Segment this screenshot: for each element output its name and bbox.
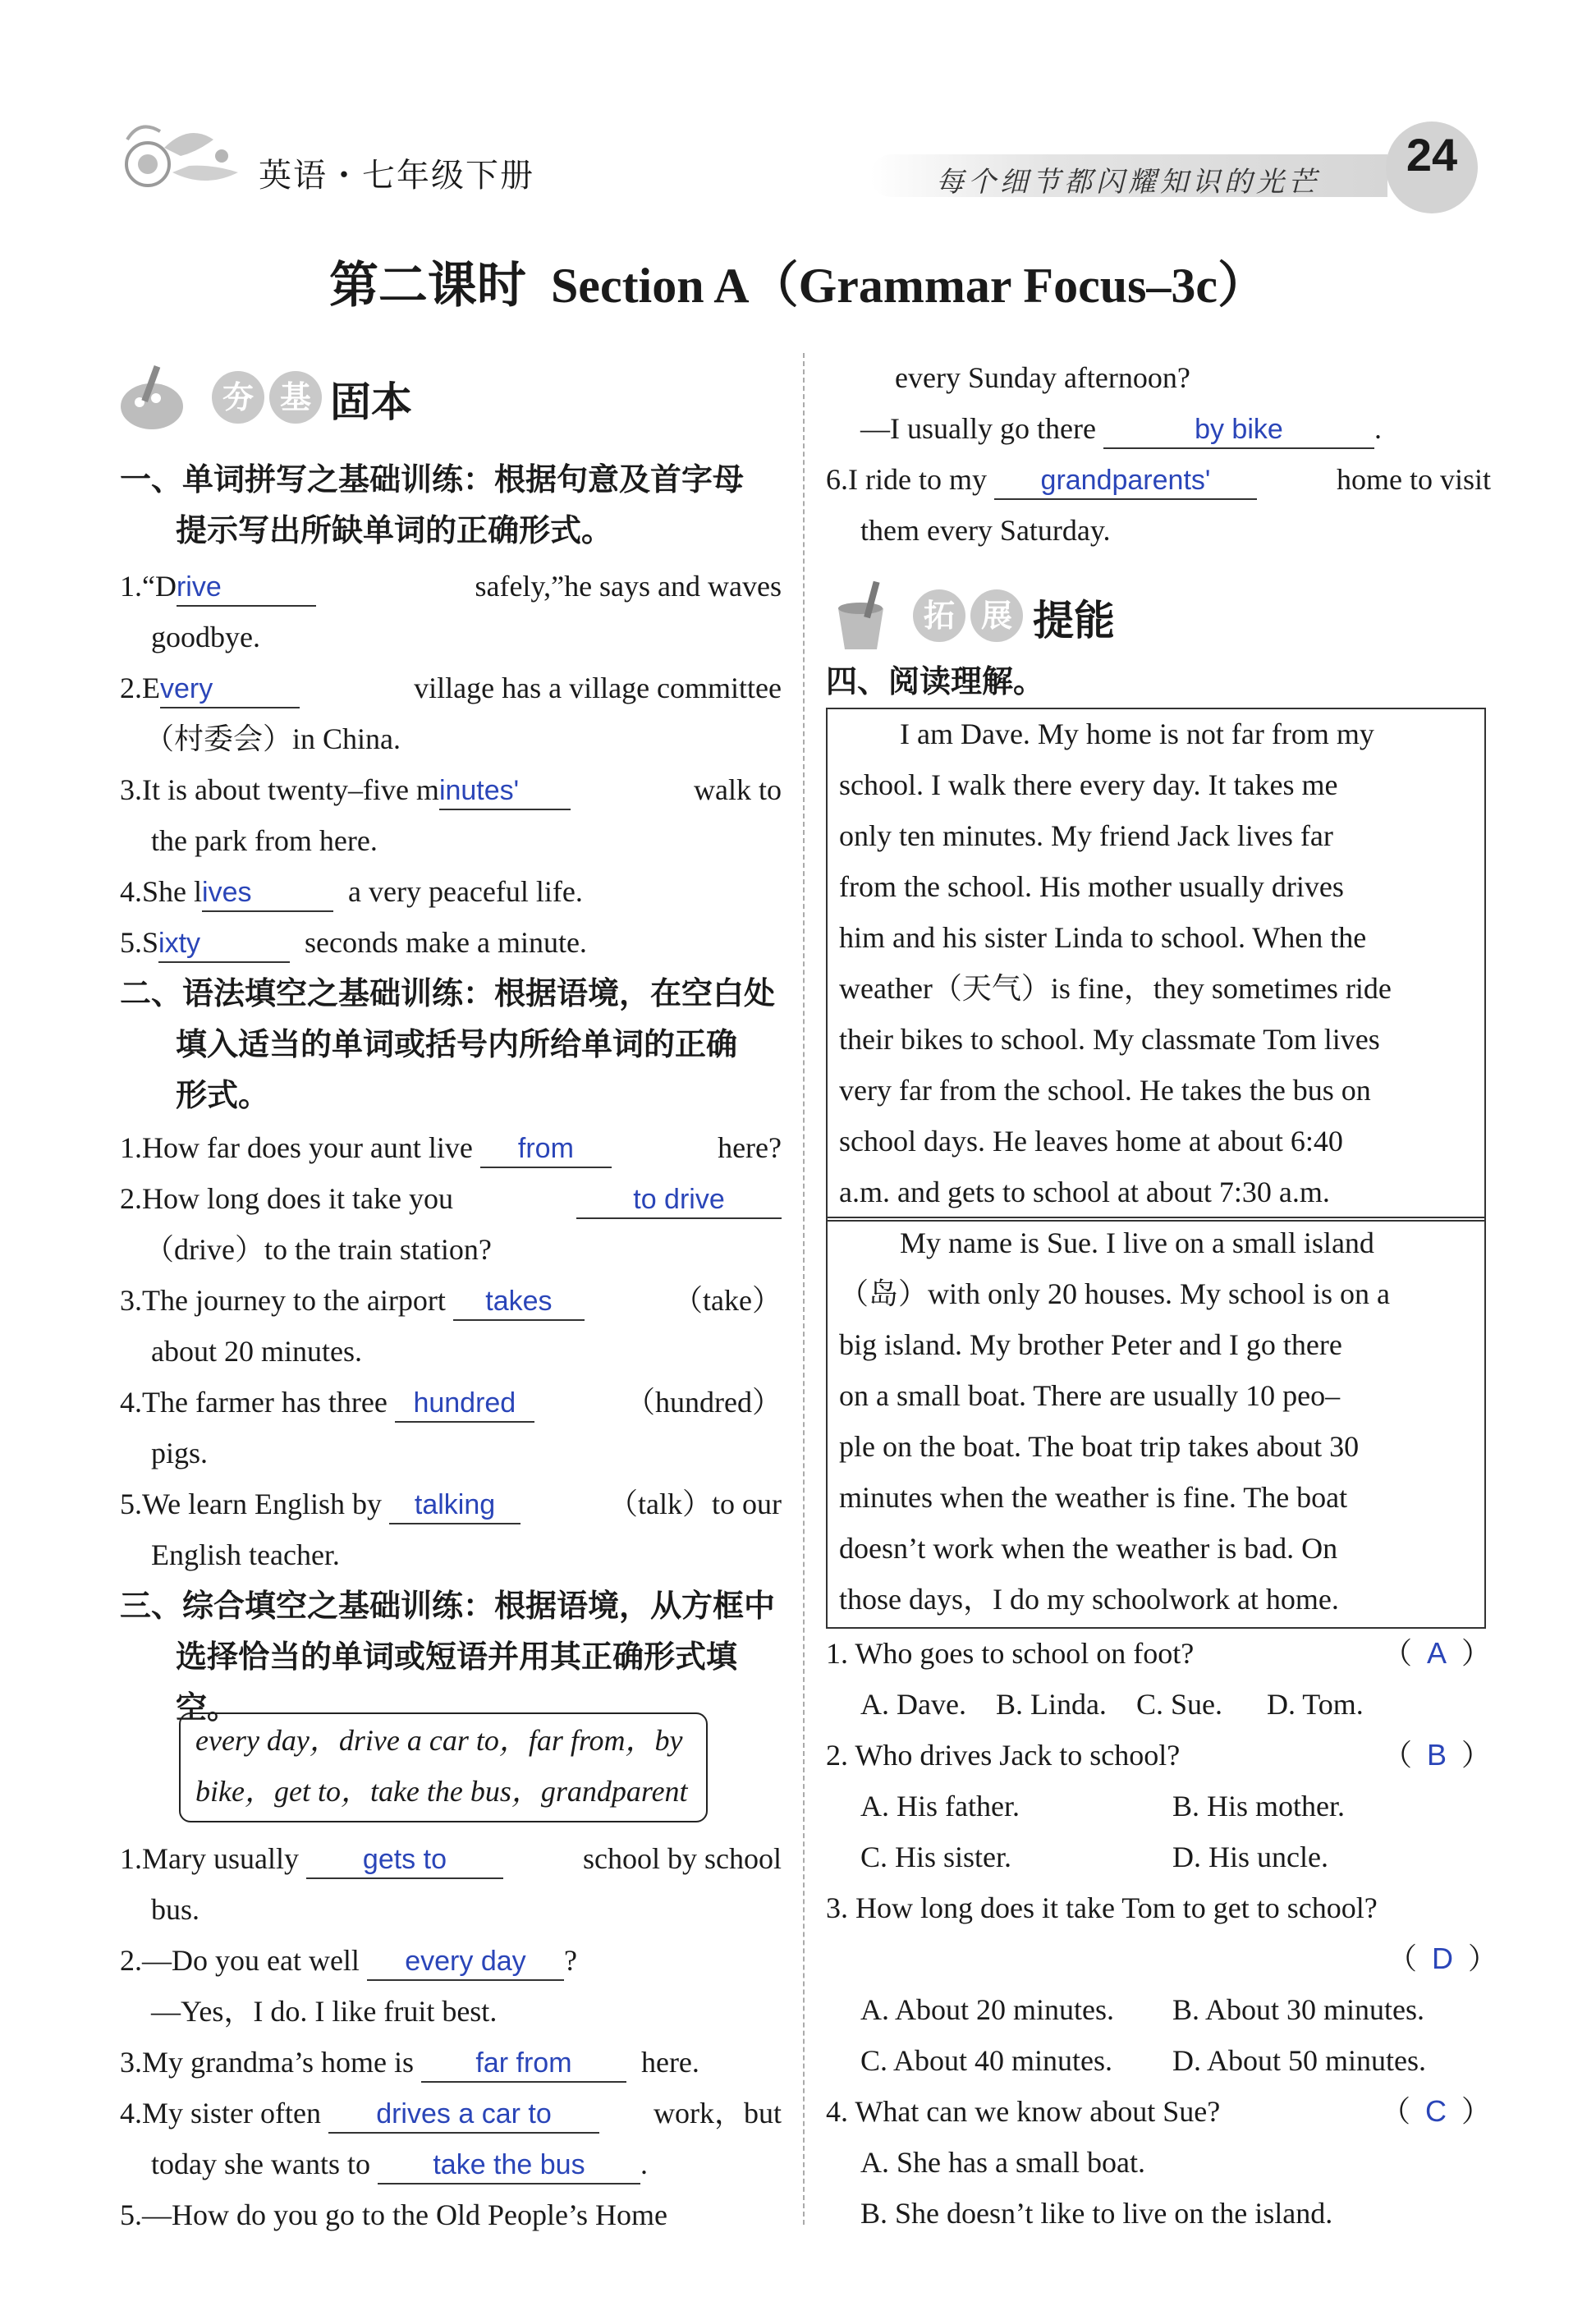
q-text: here. — [640, 2046, 699, 2079]
passage-line: those days，I do my schoolwork at home. — [839, 1583, 1339, 1616]
p2-question-2 — [120, 1181, 782, 1219]
q-text: —How do you go to the Old People’s Home — [142, 2198, 667, 2231]
answer-blank[interactable] — [1103, 410, 1374, 449]
reading-q3-option-d[interactable]: D. About 50 minutes. — [1172, 2044, 1427, 2077]
reading-q2-option-b[interactable]: B. His mother. — [1172, 1790, 1346, 1822]
answer-text: far from — [475, 2047, 572, 2079]
page-number: 24 — [1406, 129, 1458, 181]
q-number: 1. — [120, 570, 142, 603]
answer-blank[interactable] — [160, 670, 300, 708]
answer-blank[interactable] — [202, 873, 333, 912]
q-text: How far does your aunt live — [142, 1131, 473, 1164]
q-number: 3. — [120, 773, 142, 806]
q-text: village has a village committee — [414, 672, 782, 704]
q-text: home to visit — [1337, 463, 1491, 496]
p3-question-1-cont: bus. — [151, 1893, 200, 1926]
p3-question-4 — [120, 2095, 782, 2134]
part3-heading: 三、综合填空之基础训练：根据语境，从方框中 — [120, 1588, 776, 1624]
part2-heading-cont: 填入适当的单词或括号内所给单词的正确 — [176, 1026, 738, 1062]
palette-icon — [115, 361, 189, 435]
answer-blank[interactable] — [306, 1841, 503, 1879]
p1-question-1 — [120, 568, 782, 607]
passage-line: their bikes to school. My classmate Tom lives — [839, 1023, 1380, 1056]
q-text: a very peaceful life. — [348, 875, 583, 908]
answer-text: every day — [405, 1946, 526, 1977]
p2-question-3 — [120, 1282, 782, 1321]
section-badge-extend — [826, 580, 1171, 653]
answer-blank[interactable] — [328, 2095, 599, 2134]
q-number: 5. — [120, 2198, 142, 2231]
answer-text: take the bus — [433, 2149, 585, 2180]
q-number: 2. — [120, 1944, 142, 1977]
q-text: （talk）to our — [608, 1488, 782, 1520]
q-number: 5. — [120, 1488, 142, 1520]
q-number: 6. — [826, 463, 848, 496]
part1-heading-cont: 提示写出所缺单词的正确形式。 — [176, 512, 613, 548]
paint-bucket-icon — [826, 580, 900, 653]
answer-text: rive — [176, 571, 222, 603]
lesson-title — [0, 246, 1596, 317]
answer-paren[interactable]: （ C ） — [1380, 2094, 1491, 2128]
reading-q2-option-c[interactable]: C. His sister. — [860, 1841, 1012, 1873]
reading-passage-2 — [826, 1217, 1486, 1629]
p3-question-3 — [120, 2044, 699, 2083]
p1-question-1-cont: goodbye. — [151, 621, 260, 653]
answer-blank[interactable] — [389, 1486, 521, 1524]
q-text: My grandma’s home is — [142, 2046, 414, 2079]
answer-text: by bike — [1195, 414, 1283, 445]
p3-question-2 — [120, 1942, 577, 1981]
q-text: . — [640, 2148, 648, 2180]
q-text: 4. What can we know about Sue? — [826, 2095, 1221, 2128]
p3-question-4-cont — [151, 2146, 648, 2185]
passage-line: minutes when the weather is fine. The boat — [839, 1481, 1348, 1514]
word-bank-box — [179, 1712, 708, 1822]
badge-char-1: 夯 — [212, 371, 264, 424]
answer-text: C — [1424, 2094, 1447, 2128]
answer-text: ives — [202, 877, 252, 908]
q-text: （take） — [673, 1284, 782, 1317]
q-text: The farmer has three — [142, 1386, 388, 1419]
answer-blank[interactable] — [453, 1282, 585, 1321]
option[interactable]: D. Tom. — [1266, 1688, 1364, 1721]
p3-question-6 — [826, 461, 1491, 500]
p1-question-5 — [120, 924, 587, 963]
option[interactable]: B. Linda. — [995, 1688, 1107, 1721]
passage-line: only ten minutes. My friend Jack lives far — [839, 819, 1333, 852]
q-text: It is about twenty–five m — [142, 773, 439, 806]
reading-question-4 — [826, 2093, 1491, 2129]
q-text: （hundred） — [626, 1386, 782, 1419]
q-text: S — [142, 926, 159, 959]
passage-line: school. I walk there every day. It takes me — [839, 768, 1338, 801]
reading-question-2 — [826, 1737, 1491, 1773]
answer-text: very — [160, 673, 213, 704]
badge-char-2: 展 — [970, 589, 1023, 642]
p2-question-4-cont: pigs. — [151, 1437, 209, 1469]
p3-question-5 — [120, 2197, 667, 2233]
q-text: She l — [142, 875, 203, 908]
q-text: ? — [563, 1944, 577, 1977]
badge-label: 提能 — [1033, 597, 1115, 644]
floral-ornament-icon — [115, 115, 255, 205]
answer-blank[interactable] — [395, 1384, 534, 1423]
q-number: 1. — [120, 1842, 142, 1875]
q-text: 1. Who goes to school on foot? — [826, 1637, 1195, 1670]
answer-paren[interactable]: （ A ） — [1382, 1636, 1491, 1670]
answer-text: ixty — [158, 928, 201, 959]
p2-question-4 — [120, 1384, 782, 1423]
lesson-title-en: Section A（Grammar Focus–3c） — [550, 259, 1268, 313]
reading-q4-option-a[interactable]: A. She has a small boat. — [860, 2146, 1145, 2179]
passage-line: very far from the school. He takes the bus on — [839, 1074, 1371, 1107]
p3-question-6-cont: them every Saturday. — [860, 514, 1111, 547]
passage-line: My name is Sue. I live on a small island — [900, 1226, 1374, 1259]
p1-question-4 — [120, 873, 583, 912]
p3-question-5-cont2 — [860, 410, 1382, 449]
answer-text: drives a car to — [376, 2098, 552, 2129]
passage-line: ple on the boat. The boat trip takes about 30 — [839, 1430, 1360, 1463]
q-number: 5. — [120, 926, 142, 959]
q-text: E — [142, 672, 160, 704]
reading-q1-options — [860, 1686, 1364, 1722]
section-badge-basic — [115, 361, 443, 435]
p2-question-5-cont: English teacher. — [151, 1538, 340, 1571]
q-text: We learn English by — [142, 1488, 383, 1520]
q-text: —I usually go there — [860, 412, 1096, 445]
answer-text: talking — [414, 1489, 496, 1520]
part3-heading-cont: 选择恰当的单词或短语并用其正确形式填 — [176, 1639, 738, 1675]
badge-label: 固本 — [330, 378, 412, 426]
answer-text: A — [1426, 1636, 1447, 1670]
reading-question-1 — [826, 1635, 1491, 1671]
answer-blank[interactable] — [576, 1181, 782, 1219]
p1-question-2 — [120, 670, 782, 708]
answer-text: gets to — [362, 1844, 447, 1875]
q-text: Mary usually — [142, 1842, 299, 1875]
passage-line: him and his sister Linda to school. When the — [839, 921, 1367, 954]
badge-char-1: 拓 — [913, 589, 965, 642]
part4-heading: 四、阅读理解。 — [826, 663, 1045, 699]
q-text: My sister often — [142, 2097, 321, 2129]
answer-blank[interactable] — [480, 1130, 612, 1168]
q-number: 2. — [120, 1182, 142, 1215]
reading-q2-option-a[interactable]: A. His father. — [860, 1790, 1020, 1822]
p3-question-5-cont: every Sunday afternoon? — [895, 361, 1190, 394]
answer-blank[interactable] — [378, 2146, 640, 2185]
reading-passage-1 — [826, 708, 1486, 1222]
q-number: 1. — [120, 1131, 142, 1164]
p2-question-1 — [120, 1130, 782, 1168]
answer-blank[interactable] — [439, 772, 571, 810]
reading-q3-option-c[interactable]: C. About 40 minutes. — [860, 2044, 1113, 2077]
answer-paren[interactable]: （ B ） — [1382, 1738, 1491, 1772]
part3-heading-cont2: 空。 — [176, 1689, 239, 1726]
passage-line: doesn’t work when the weather is bad. On — [839, 1532, 1338, 1565]
answer-text: B — [1426, 1738, 1447, 1772]
lesson-title-cn: 第二课时 — [328, 257, 526, 314]
q-text: —Do you eat well — [142, 1944, 360, 1977]
q-text: seconds make a minute. — [305, 926, 587, 959]
q-text: . — [1374, 412, 1382, 445]
answer-text: to drive — [633, 1184, 725, 1215]
q-text: walk to — [694, 773, 782, 806]
passage-line: （岛）with only 20 houses. My school is on a — [839, 1277, 1390, 1310]
q-text: here? — [718, 1131, 782, 1164]
answer-paren[interactable]: （ D ） — [1387, 1942, 1498, 1975]
p3-question-1 — [120, 1841, 782, 1879]
p1-question-3 — [120, 772, 782, 810]
q-text: safely,”he says and waves — [475, 570, 782, 603]
answer-text: hundred — [413, 1387, 516, 1419]
part2-heading-cont2: 形式。 — [176, 1077, 270, 1113]
answer-text: from — [517, 1133, 574, 1164]
p1-question-3-cont: the park from here. — [151, 824, 378, 857]
q-number: 2. — [120, 672, 142, 704]
passage-line: I am Dave. My home is not far from my — [900, 717, 1374, 750]
option[interactable]: C. Sue. — [1135, 1688, 1222, 1721]
q-number: 4. — [120, 875, 142, 908]
q-text: work，but — [654, 2097, 782, 2129]
word-bank-line-1: every day，drive a car to，far from，by — [195, 1724, 683, 1757]
q-number: 3. — [120, 1284, 142, 1317]
reading-question-3: 3. How long does it take Tom to get to school? — [826, 1891, 1378, 1924]
passage-line: from the school. His mother usually drives — [839, 870, 1344, 903]
answer-blank[interactable] — [367, 1942, 564, 1981]
answer-blank[interactable] — [177, 568, 316, 607]
answer-blank[interactable] — [421, 2044, 626, 2083]
reading-q2-option-d[interactable]: D. His uncle. — [1172, 1841, 1328, 1873]
q-text: 2. Who drives Jack to school? — [826, 1739, 1181, 1772]
p2-question-3-cont: about 20 minutes. — [151, 1335, 362, 1368]
reading-q4-option-b[interactable]: B. She doesn’t like to live on the island. — [860, 2197, 1333, 2230]
header-motto: 每个细节都闪耀知识的光芒 — [936, 166, 1320, 199]
p1-question-2-cont: （村委会）in China. — [144, 722, 401, 755]
q-text: today she wants to — [151, 2148, 370, 2180]
word-bank-line-2: bike，get to，take the bus，grandparent — [195, 1775, 688, 1808]
badge-char-2: 基 — [269, 371, 322, 424]
answer-text: takes — [485, 1286, 553, 1317]
passage-line: on a small boat. There are usually 10 peo– — [839, 1379, 1341, 1412]
part2-heading: 二、语法填空之基础训练：根据语境，在空白处 — [120, 975, 776, 1011]
passage-line: weather（天气）is fine，they sometimes ride — [839, 972, 1392, 1005]
q-number: 4. — [120, 1386, 142, 1419]
q-number: 3. — [120, 2046, 142, 2079]
q-number: 4. — [120, 2097, 142, 2129]
column-divider — [803, 353, 805, 2225]
reading-q3-option-b[interactable]: B. About 30 minutes. — [1172, 1993, 1425, 2026]
q-text: school by school — [583, 1842, 782, 1875]
reading-q3-option-a[interactable]: A. About 20 minutes. — [860, 1993, 1115, 2026]
passage-line: school days. He leaves home at about 6:40 — [839, 1125, 1343, 1158]
answer-text: D — [1432, 1942, 1454, 1975]
passage-line: big island. My brother Peter and I go there — [839, 1328, 1342, 1361]
part1-heading: 一、单词拼写之基础训练：根据句意及首字母 — [120, 461, 745, 497]
book-title: 英语・七年级下册 — [259, 157, 534, 195]
option[interactable]: A. Dave. — [860, 1688, 966, 1721]
answer-blank[interactable] — [994, 461, 1257, 500]
q-text: I ride to my — [848, 463, 987, 496]
p3-question-2-cont: —Yes，I do. I like fruit best. — [151, 1995, 498, 2028]
q-text: “D — [142, 570, 177, 603]
answer-blank[interactable] — [158, 924, 290, 963]
answer-text: grandparents' — [1040, 465, 1211, 496]
p2-question-5 — [120, 1486, 782, 1524]
q-text: The journey to the airport — [142, 1284, 446, 1317]
p2-question-2-cont: （drive）to the train station? — [144, 1233, 492, 1266]
answer-text: inutes' — [438, 775, 520, 806]
q-text: How long does it take you — [142, 1182, 453, 1215]
passage-line: a.m. and gets to school at about 7:30 a.m. — [839, 1176, 1330, 1208]
